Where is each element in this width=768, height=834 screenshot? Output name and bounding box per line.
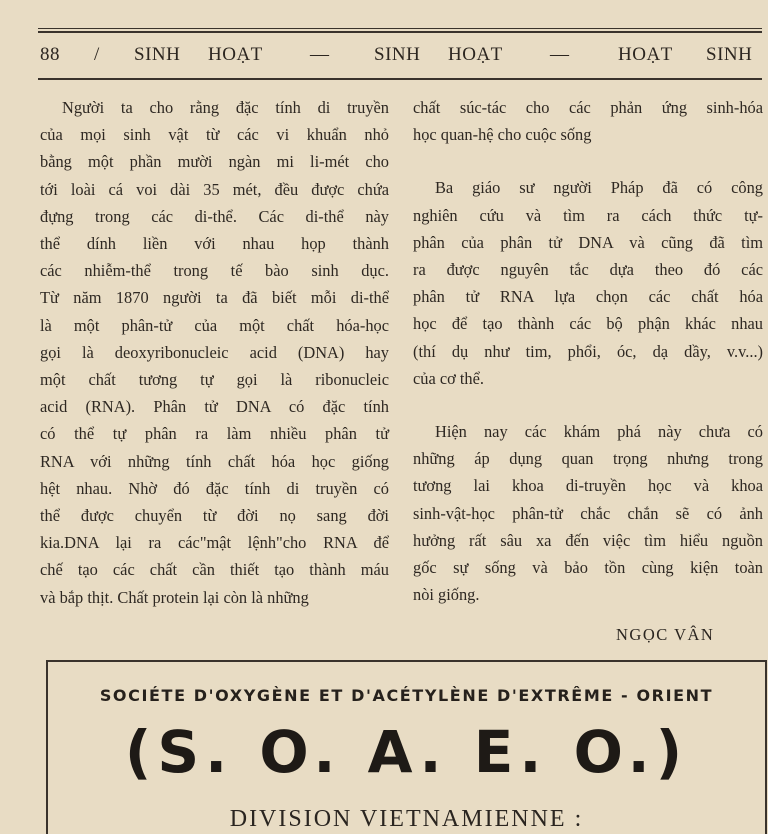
text-line: một chất tương tự gọi là ribonucleic <box>40 370 389 390</box>
text-line: ra được nguyên tắc dựa theo đó các <box>413 260 763 280</box>
text-line: Người ta cho rằng đặc tính di truyền <box>62 98 389 117</box>
text-line: của cơ thể. <box>413 368 485 388</box>
text-line: Ba giáo sư người Pháp đã có công <box>435 178 763 198</box>
author-byline: NGỌC VÂN <box>616 625 715 644</box>
text-line: hệt nhau. Nhờ đó đặc tính di truyền có <box>40 478 389 498</box>
text-line: phân của phân tử DNA và cũng đã tìm <box>413 232 763 252</box>
text-line: của mọi sinh vật từ các vi khuẩn nhỏ <box>40 125 389 145</box>
text-line: phân tử RNA lựa chọn các chất hóa <box>413 287 763 307</box>
header-dash-1: — <box>310 44 330 65</box>
text-line: là một phân-tử của một chất hóa-học <box>40 315 389 335</box>
text-line: gọi là deoxyribonucleic acid (DNA) hay <box>40 342 389 362</box>
text-line: Từ năm 1870 người ta đã biết mỗi di-thể <box>40 288 389 308</box>
header-word-2: HOẠT <box>208 44 263 65</box>
header-word-4: HOẠT <box>448 44 503 65</box>
header-top-rule <box>38 28 762 29</box>
header-word-3: SINH <box>374 44 421 65</box>
article-right-column <box>413 94 763 608</box>
text-line: gốc sự sống và bảo tồn cùng kiện toàn <box>413 558 763 578</box>
text-line: (thí dụ như tim, phổi, óc, dạ dầy, v.v...) <box>413 341 763 361</box>
text-line: bằng một phần mười ngàn mi li-mét cho <box>40 152 389 172</box>
header-word-1: SINH <box>134 44 181 65</box>
advertisement-box <box>46 660 767 834</box>
header-bottom-rule <box>38 78 762 80</box>
text-line: sinh-vật-học phân-tử chắc chắn sẽ có ảnh <box>413 503 763 523</box>
text-line: kia.DNA lại ra các"mật lệnh"cho RNA để <box>40 533 389 553</box>
text-line: tới loài cá voi dài 35 mét, đều được chứa <box>40 179 389 199</box>
text-line: hưởng rất sâu xa đến việc tìm hiểu nguồn <box>413 530 763 550</box>
header-dash-2: — <box>550 44 570 65</box>
header-slash: / <box>94 44 100 65</box>
text-line: và bắp thịt. Chất protein lại còn là những <box>40 587 309 607</box>
text-line: RNA với những tính chất hóa học giống <box>40 451 389 471</box>
text-line: chế tạo các chất cần thiết tạo thành máu <box>40 560 389 580</box>
header-word-5: HOẠT <box>618 44 673 65</box>
text-line: Hiện nay các khám phá này chưa có <box>435 422 763 442</box>
text-line: nghiên cứu và tìm ra cách thức tự- <box>413 205 763 225</box>
ad-brand-logo: (S. O. A. E. O.) <box>124 718 689 786</box>
ad-division-heading: DIVISION VIETNAMIENNE : <box>229 806 584 832</box>
right-paragraph-3 <box>413 418 763 608</box>
text-line: thể dính liền với nhau họp thành <box>40 234 389 254</box>
header-top-rule-thick <box>38 31 762 33</box>
text-line: có thể tự phân ra làm nhiều phân tử <box>40 424 389 444</box>
text-line: những áp dụng quan trọng nhưng trong <box>413 449 763 469</box>
text-line: học quan-hệ cho cuộc sống <box>413 125 592 145</box>
text-line: thể được chuyển từ đời nọ sang đời <box>40 506 389 526</box>
text-line: nòi giống. <box>413 585 480 605</box>
left-column-paragraph <box>40 94 389 611</box>
text-line: tương lai khoa di-truyền học và khoa <box>413 476 763 496</box>
text-line: chất súc-tác cho các phản ứng sinh-hóa <box>413 98 763 117</box>
header-word-6: SINH <box>706 44 753 65</box>
ad-company-name: SOCIÉTE D'OXYGÈNE ET D'ACÉTYLÈNE D'EXTRÊME - ORIENT <box>99 686 714 705</box>
text-line: acid (RNA). Phân tử DNA có đặc tính <box>40 397 389 417</box>
article-left-column <box>40 94 389 611</box>
page-number: 88 <box>40 44 60 65</box>
running-header <box>38 44 762 72</box>
right-paragraph-1 <box>413 94 763 148</box>
text-line: đựng trong các di-thể. Các di-thể này <box>40 206 389 226</box>
text-line: các nhiễm-thể trong tế bào sinh dục. <box>40 261 389 281</box>
right-paragraph-2 <box>413 174 763 392</box>
text-line: học để tạo thành các bộ phận khác nhau <box>413 314 763 334</box>
